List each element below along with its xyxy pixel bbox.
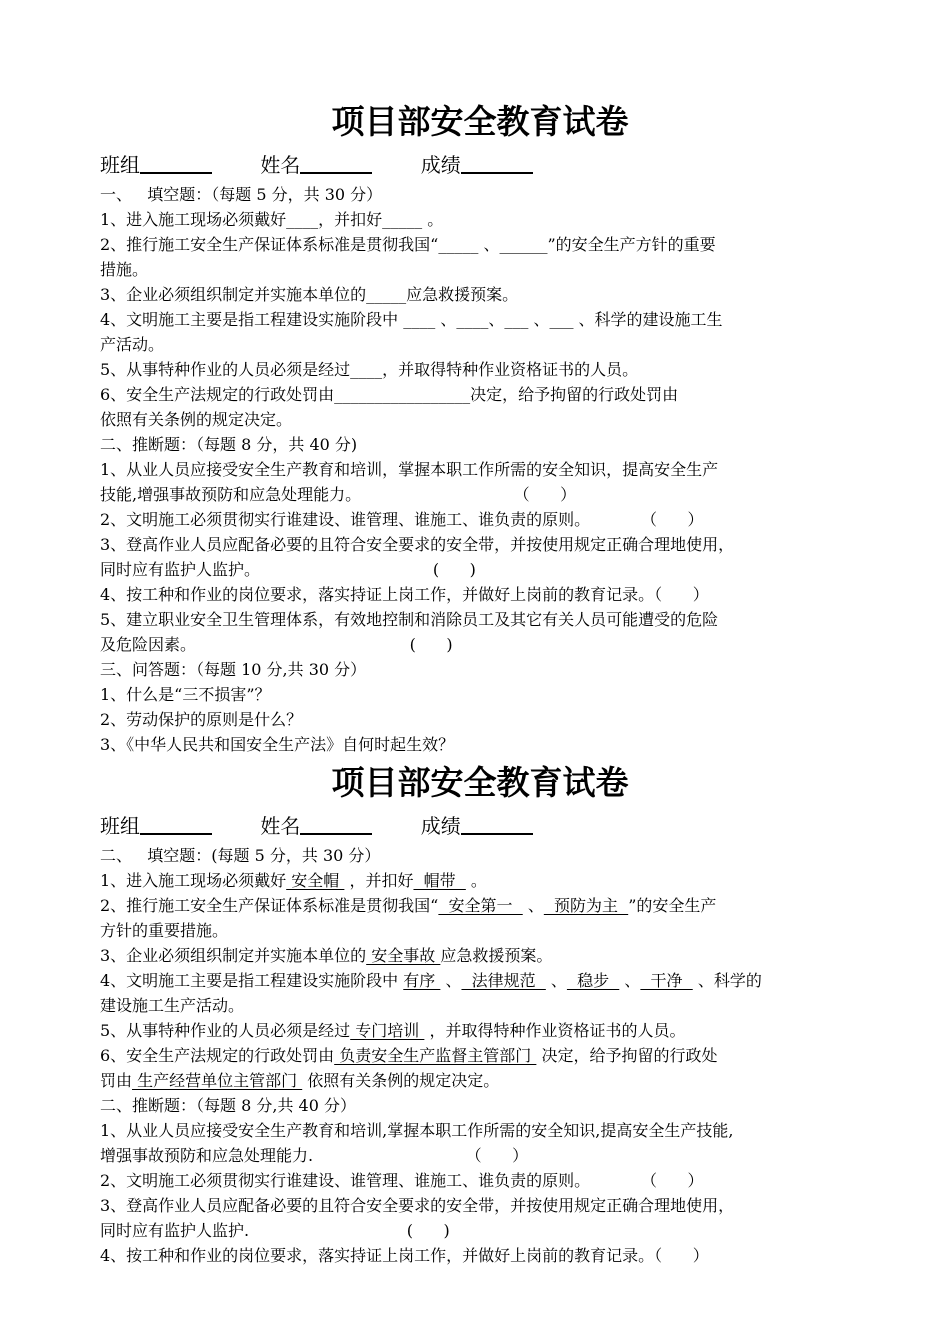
question-line: 6、安全生产法规定的行政处罚由_________________决定，给予拘留的行政处罚由 xyxy=(100,385,679,404)
score-blank[interactable] xyxy=(461,813,533,835)
question-line: 2、文明施工必须贯彻实行谁建设、谁管理、谁施工、谁负责的原则。 （ ） xyxy=(100,510,704,529)
question-line: 4、按工种和作业的岗位要求，落实持证上岗工作，并做好上岗前的教育记录。（ ） xyxy=(100,1246,709,1265)
question-line: 1、进入施工现场必须戴好____，并扣好_____ 。 xyxy=(100,210,444,229)
answer-text: 法律规范 xyxy=(461,971,546,990)
question-line: 方针的重要措施。 xyxy=(100,921,229,940)
question-text: 5、从事特种作业的人员必须是经过 xyxy=(100,1021,351,1040)
question-line: 及危险因素。 ( ) xyxy=(100,635,453,654)
question-line: 1、从业人员应接受安全生产教育和培训,掌握本职工作所需的安全知识,提高安全生产技能, xyxy=(100,1121,734,1140)
class-blank[interactable] xyxy=(140,152,212,174)
name-field xyxy=(260,148,372,182)
name-blank[interactable] xyxy=(300,813,372,835)
name-label: 姓名 xyxy=(260,153,301,177)
question-text: 决定，给予拘留的行政处 xyxy=(536,1046,718,1065)
question-text: 、科学的 xyxy=(692,971,762,990)
name-blank[interactable] xyxy=(300,152,372,174)
answer-text: 有序 xyxy=(403,971,441,990)
question-line: 5、建立职业安全卫生管理体系，有效地控制和消除员工及其它有关人员可能遭受的危险 xyxy=(100,610,719,629)
question-line: 4、文明施工主要是指工程建设实施阶段中 ____ 、____、___ 、___ 、科学的建设施工生 xyxy=(100,310,723,329)
question-line: 3、《中华人民共和国安全生产法》自何时起生效？ xyxy=(100,735,455,754)
answer-text: 干净 xyxy=(640,971,693,990)
answer-text: 安全第一 xyxy=(438,896,523,915)
class-label: 班组 xyxy=(100,153,140,177)
section-short-answer: 三、问答题：（每题 10 分,共 30 分） xyxy=(100,660,367,679)
exam-meta xyxy=(100,148,860,182)
question-text: ，并扣好 xyxy=(344,871,414,890)
question-line xyxy=(100,1068,860,1093)
question-text: 2、推行施工安全生产保证体系标准是贯彻我国“ xyxy=(100,896,439,915)
class-blank[interactable] xyxy=(140,813,212,835)
question-line: 2、推行施工安全生产保证体系标准是贯彻我国“_____ 、______”的安全生产方针的重要 xyxy=(100,235,716,254)
question-line xyxy=(100,968,860,993)
exam-title: 项目部安全教育试卷 xyxy=(331,763,629,802)
question-line xyxy=(100,1018,860,1043)
question-line xyxy=(100,1043,860,1068)
question-line: 同时应有监护人监护. ( ) xyxy=(100,1221,450,1240)
question-text: 3、企业必须组织制定并实施本单位的 xyxy=(100,946,367,965)
question-line xyxy=(100,893,860,918)
question-line: 5、从事特种作业的人员必须是经过____，并取得特种作业资格证书的人员。 xyxy=(100,360,639,379)
name-field xyxy=(260,809,372,843)
separator: 、 xyxy=(440,971,462,990)
score-blank[interactable] xyxy=(461,152,533,174)
separator: 、 xyxy=(619,971,641,990)
section-fill-blank: 二、 填空题：(每题 5 分，共 30 分） xyxy=(100,846,381,865)
answer-text: 帽带 xyxy=(413,871,466,890)
answer-text: 稳步 xyxy=(566,971,620,990)
answer-text: 生产经营单位主管部门 xyxy=(132,1071,303,1090)
exam-page xyxy=(100,96,860,1268)
question-line: 措施。 xyxy=(100,260,149,279)
score-label: 成绩 xyxy=(420,153,461,177)
question-text: 应急救援预案。 xyxy=(440,946,553,965)
answer-text: 安全事故 xyxy=(366,946,441,965)
section-judgement: 二、推断题：（每题 8 分,共 40 分） xyxy=(100,1096,356,1115)
question-line: 依照有关条例的规定决定。 xyxy=(100,410,293,429)
question-line: 1、什么是“三不损害”？ xyxy=(100,685,271,704)
question-line: 同时应有监护人监护。 ( ) xyxy=(100,560,476,579)
class-field xyxy=(100,148,212,182)
class-label: 班组 xyxy=(100,814,140,838)
section-fill-blank: 一、 填空题：（每题 5 分，共 30 分） xyxy=(100,185,383,204)
question-text: 6、安全生产法规定的行政处罚由 xyxy=(100,1046,335,1065)
question-line: 4、按工种和作业的岗位要求，落实持证上岗工作，并做好上岗前的教育记录。（ ） xyxy=(100,585,709,604)
question-line xyxy=(100,868,860,893)
score-field xyxy=(421,809,533,843)
exam-meta xyxy=(100,809,860,843)
question-line: 3、登高作业人员应配备必要的且符合安全要求的安全带，并按使用规定正确合理地使用， xyxy=(100,1196,735,1215)
question-line: 技能,增强事故预防和应急处理能力。 （ ） xyxy=(100,485,577,504)
question-line: 2、劳动保护的原则是什么？ xyxy=(100,710,303,729)
question-text: 依照有关条例的规定决定。 xyxy=(302,1071,500,1090)
class-field xyxy=(100,809,212,843)
question-line: 2、文明施工必须贯彻实行谁建设、谁管理、谁施工、谁负责的原则。 （ ） xyxy=(100,1171,704,1190)
answer-text: 负责安全生产监督主管部门 xyxy=(334,1046,537,1065)
question-text: ，并取得特种作业资格证书的人员。 xyxy=(424,1021,686,1040)
score-field xyxy=(421,148,533,182)
answer-text: 专门培训 xyxy=(350,1021,425,1040)
question-line: 建设施工生产活动。 xyxy=(100,996,245,1015)
question-text: 4、文明施工主要是指工程建设实施阶段中 xyxy=(100,971,404,990)
answer-text: 安全帽 xyxy=(286,871,345,890)
exam-title: 项目部安全教育试卷 xyxy=(331,102,629,141)
question-line: 产活动。 xyxy=(100,335,165,354)
question-line: 1、从业人员应接受安全生产教育和培训，掌握本职工作所需的安全知识，提高安全生产 xyxy=(100,460,719,479)
question-line: 3、登高作业人员应配备必要的且符合安全要求的安全带，并按使用规定正确合理地使用， xyxy=(100,535,735,554)
name-label: 姓名 xyxy=(260,814,301,838)
answer-text: 预防为主 xyxy=(543,896,629,915)
question-line xyxy=(100,943,860,968)
question-line: 3、企业必须组织制定并实施本单位的_____应急救援预案。 xyxy=(100,285,519,304)
question-text: 、 xyxy=(522,896,544,915)
score-label: 成绩 xyxy=(420,814,461,838)
question-text: 。 xyxy=(465,871,487,890)
question-line: 增强事故预防和应急处理能力. （ ） xyxy=(100,1146,529,1165)
question-text: 罚由 xyxy=(100,1071,133,1090)
question-text: ”的安全生产 xyxy=(628,896,717,915)
question-text: 1、进入施工现场必须戴好 xyxy=(100,871,287,890)
separator: 、 xyxy=(545,971,567,990)
section-judgement: 二、推断题：（每题 8 分，共 40 分) xyxy=(100,435,358,454)
